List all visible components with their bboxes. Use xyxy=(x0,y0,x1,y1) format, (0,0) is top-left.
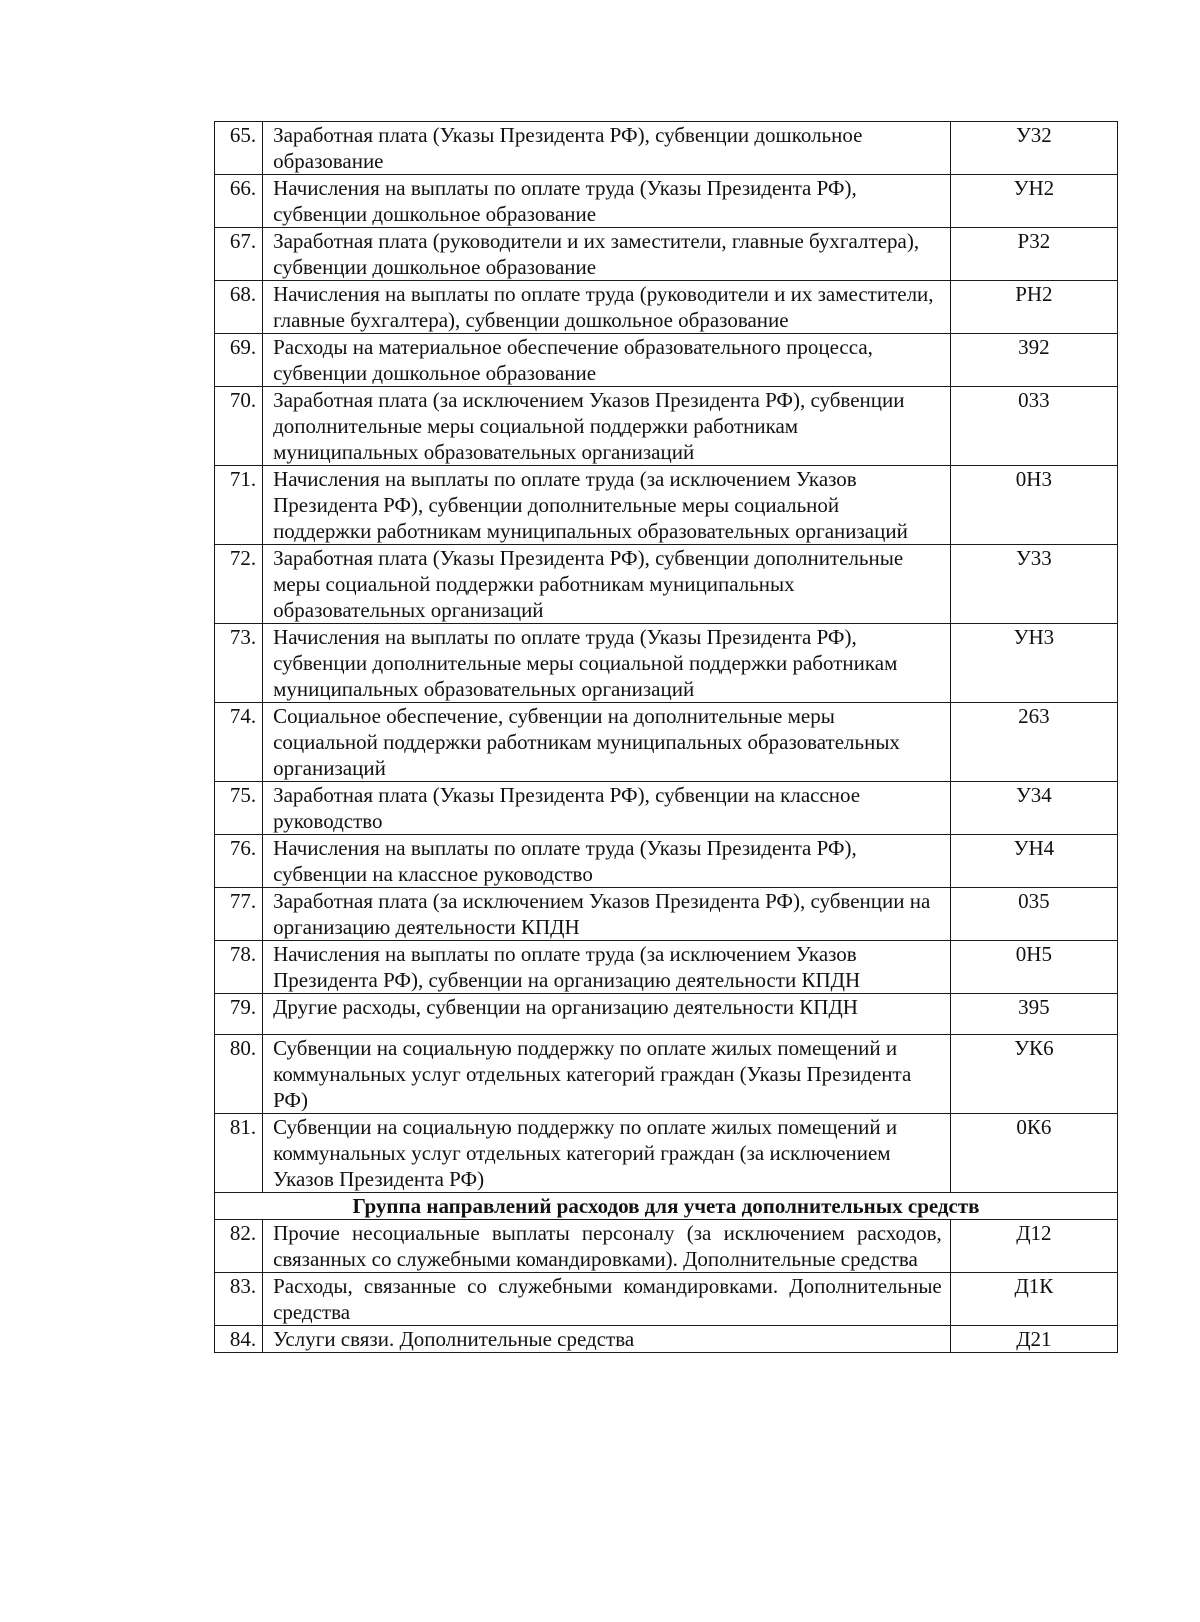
row-code: У33 xyxy=(950,545,1117,624)
row-code: 0Н5 xyxy=(950,941,1117,994)
row-code: 0Н3 xyxy=(950,466,1117,545)
row-code: У32 xyxy=(950,122,1117,175)
row-code: РН2 xyxy=(950,281,1117,334)
table-row xyxy=(215,334,1118,387)
table-row xyxy=(215,175,1118,228)
table-row xyxy=(215,1220,1118,1273)
table-row xyxy=(215,387,1118,466)
row-code: Д21 xyxy=(950,1326,1117,1353)
row-number: 66. xyxy=(215,175,263,228)
row-code: Р32 xyxy=(950,228,1117,281)
row-number: 84. xyxy=(215,1326,263,1353)
table-row xyxy=(215,888,1118,941)
row-code: У34 xyxy=(950,782,1117,835)
row-description: Прочие несоциальные выплаты персоналу (за исключением расходов, связанных со служебными командировками). Дополнительные средства xyxy=(263,1220,951,1273)
table-row xyxy=(215,994,1118,1035)
row-description: Заработная плата (Указы Президента РФ), субвенции на классное руководство xyxy=(263,782,951,835)
row-description: Начисления на выплаты по оплате труда (Указы Президента РФ), субвенции на классное руководство xyxy=(263,835,951,888)
table-row xyxy=(215,1114,1118,1193)
row-number: 77. xyxy=(215,888,263,941)
row-number: 80. xyxy=(215,1035,263,1114)
group-heading: Группа направлений расходов для учета дополнительных средств xyxy=(215,1193,1118,1220)
table-row xyxy=(215,281,1118,334)
table-row xyxy=(215,1326,1118,1353)
row-description: Заработная плата (за исключением Указов Президента РФ), субвенции на организацию деятельности КПДН xyxy=(263,888,951,941)
row-description: Заработная плата (Указы Президента РФ), субвенции дошкольное образование xyxy=(263,122,951,175)
row-description: Субвенции на социальную поддержку по оплате жилых помещений и коммунальных услуг отдельных категорий граждан (за исключением Указов Президента РФ) xyxy=(263,1114,951,1193)
row-number: 82. xyxy=(215,1220,263,1273)
row-code: УН2 xyxy=(950,175,1117,228)
row-description: Расходы на материальное обеспечение образовательного процесса, субвенции дошкольное образование xyxy=(263,334,951,387)
row-number: 74. xyxy=(215,703,263,782)
row-description: Заработная плата (Указы Президента РФ), субвенции дополнительные меры социальной поддержки работникам муниципальных образовательных организаций xyxy=(263,545,951,624)
row-description: Услуги связи. Дополнительные средства xyxy=(263,1326,951,1353)
row-description: Начисления на выплаты по оплате труда (Указы Президента РФ), субвенции дополнительные меры социальной поддержки работникам муниципальных образовательных организаций xyxy=(263,624,951,703)
row-description: Социальное обеспечение, субвенции на дополнительные меры социальной поддержки работникам муниципальных образовательных организаций xyxy=(263,703,951,782)
row-code: 035 xyxy=(950,888,1117,941)
row-number: 68. xyxy=(215,281,263,334)
row-number: 67. xyxy=(215,228,263,281)
row-description: Субвенции на социальную поддержку по оплате жилых помещений и коммунальных услуг отдельных категорий граждан (Указы Президента РФ) xyxy=(263,1035,951,1114)
row-number: 65. xyxy=(215,122,263,175)
group-heading-row xyxy=(215,1193,1118,1220)
expense-codes-table xyxy=(214,121,1118,1353)
table-row xyxy=(215,545,1118,624)
table-row xyxy=(215,941,1118,994)
table-row xyxy=(215,466,1118,545)
row-description: Заработная плата (за исключением Указов Президента РФ), субвенции дополнительные меры социальной поддержки работникам муниципальных образовательных организаций xyxy=(263,387,951,466)
row-description: Заработная плата (руководители и их заместители, главные бухгалтера), субвенции дошкольное образование xyxy=(263,228,951,281)
row-number: 76. xyxy=(215,835,263,888)
row-number: 83. xyxy=(215,1273,263,1326)
row-description: Начисления на выплаты по оплате труда (за исключением Указов Президента РФ), субвенции на организацию деятельности КПДН xyxy=(263,941,951,994)
table-row xyxy=(215,122,1118,175)
row-number: 71. xyxy=(215,466,263,545)
row-number: 75. xyxy=(215,782,263,835)
row-code: 395 xyxy=(950,994,1117,1035)
table-row xyxy=(215,1273,1118,1326)
table-row xyxy=(215,703,1118,782)
row-number: 70. xyxy=(215,387,263,466)
row-description: Начисления на выплаты по оплате труда (Указы Президента РФ), субвенции дошкольное образование xyxy=(263,175,951,228)
row-code: 392 xyxy=(950,334,1117,387)
table-row xyxy=(215,782,1118,835)
row-number: 79. xyxy=(215,994,263,1035)
table-row xyxy=(215,835,1118,888)
row-code: УН4 xyxy=(950,835,1117,888)
row-description: Начисления на выплаты по оплате труда (за исключением Указов Президента РФ), субвенции дополнительные меры социальной поддержки работникам муниципальных образовательных организаций xyxy=(263,466,951,545)
row-code: Д12 xyxy=(950,1220,1117,1273)
row-code: 0К6 xyxy=(950,1114,1117,1193)
table-row xyxy=(215,1035,1118,1114)
row-code: 263 xyxy=(950,703,1117,782)
row-number: 73. xyxy=(215,624,263,703)
row-description: Начисления на выплаты по оплате труда (руководители и их заместители, главные бухгалтера), субвенции дошкольное образование xyxy=(263,281,951,334)
table-row xyxy=(215,228,1118,281)
row-number: 69. xyxy=(215,334,263,387)
row-code: УК6 xyxy=(950,1035,1117,1114)
row-code: 033 xyxy=(950,387,1117,466)
table-row xyxy=(215,624,1118,703)
row-description: Другие расходы, субвенции на организацию деятельности КПДН xyxy=(263,994,951,1035)
row-description: Расходы, связанные со служебными командировками. Дополнительные средства xyxy=(263,1273,951,1326)
row-number: 78. xyxy=(215,941,263,994)
row-code: Д1К xyxy=(950,1273,1117,1326)
row-number: 81. xyxy=(215,1114,263,1193)
row-number: 72. xyxy=(215,545,263,624)
row-code: УН3 xyxy=(950,624,1117,703)
